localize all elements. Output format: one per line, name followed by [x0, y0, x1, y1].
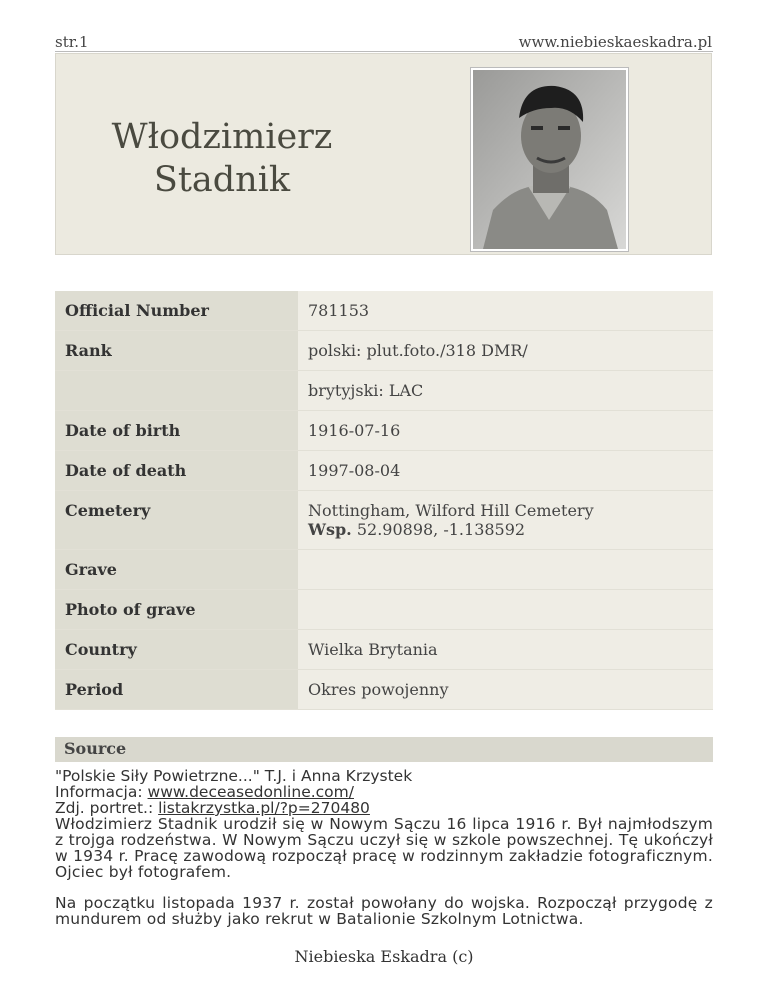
table-row — [55, 550, 713, 590]
row-key: Period — [55, 670, 298, 710]
table-row — [55, 491, 713, 550]
coordinates-label: Wsp. — [308, 520, 352, 539]
coordinates — [308, 520, 703, 539]
person-name — [76, 116, 368, 202]
source-reference: "Polskie Siły Powietrzne..." T.J. i Anna Krzystek — [55, 767, 413, 785]
row-value — [298, 550, 713, 590]
page-number: str.1 — [55, 33, 89, 51]
row-value: Wielka Brytania — [298, 630, 713, 670]
portrait-image — [473, 70, 626, 249]
portrait-label: Zdj. portret.: — [55, 799, 154, 817]
title-panel — [55, 53, 712, 255]
row-key: Country — [55, 630, 298, 670]
table-row — [55, 670, 713, 710]
cemetery-name: Nottingham, Wilford Hill Cemetery — [308, 501, 594, 520]
header-divider — [55, 51, 713, 52]
source-portrait-line — [55, 800, 713, 816]
row-key: Official Number — [55, 291, 298, 331]
row-key: Photo of grave — [55, 590, 298, 630]
listakrzystka-link[interactable]: listakrzystka.pl/?p=270480 — [158, 799, 370, 817]
table-row — [55, 371, 713, 411]
portrait-photo — [471, 68, 628, 251]
biography-paragraph: Na początku listopada 1937 r. został powołany do wojska. Rozpoczął przygodę z mundurem od służby jako rekrut w Batalionie Szkolnym Lotnictwa. — [55, 894, 713, 928]
deceasedonline-link[interactable]: www.deceasedonline.com/ — [147, 783, 354, 801]
row-key: Grave — [55, 550, 298, 590]
table-row — [55, 291, 713, 331]
info-table — [55, 291, 713, 710]
table-row — [55, 630, 713, 670]
row-value: polski: plut.foto./318 DMR/ — [298, 331, 713, 371]
first-name: Włodzimierz — [111, 117, 333, 157]
row-value: 1916-07-16 — [298, 411, 713, 451]
row-value: 1997-08-04 — [298, 451, 713, 491]
footer-copyright: Niebieska Eskadra (c) — [294, 947, 474, 966]
row-key: Cemetery — [55, 491, 298, 550]
row-key: Date of death — [55, 451, 298, 491]
row-key — [55, 371, 298, 411]
table-row — [55, 590, 713, 630]
row-value — [298, 590, 713, 630]
biography-paragraph: Włodzimierz Stadnik urodził się w Nowym Sączu 16 lipca 1916 r. Był najmłodszym z trojga rodzeństwa. W Nowym Sączu uczył się w szkole powszechnej. Tę ukończył w 1934 r. Pracę zawodową rozpoczął pracę w rodzinnym zakładzie fotograficznym. Ojciec był fotografem. — [55, 815, 713, 881]
source-heading: Source — [55, 737, 713, 762]
row-key: Rank — [55, 331, 298, 371]
table-row — [55, 411, 713, 451]
row-key: Date of birth — [55, 411, 298, 451]
last-name: Stadnik — [153, 160, 291, 200]
source-info-line — [55, 784, 713, 800]
table-row — [55, 331, 713, 371]
row-value — [298, 491, 713, 550]
table-row — [55, 451, 713, 491]
source-section — [55, 768, 713, 927]
site-url[interactable]: www.niebieskaeskadra.pl — [518, 33, 712, 51]
coordinates-value: 52.90898, -1.138592 — [356, 520, 526, 539]
row-value: brytyjski: LAC — [298, 371, 713, 411]
row-value: 781153 — [298, 291, 713, 331]
info-label: Informacja: — [55, 783, 143, 801]
row-value: Okres powojenny — [298, 670, 713, 710]
